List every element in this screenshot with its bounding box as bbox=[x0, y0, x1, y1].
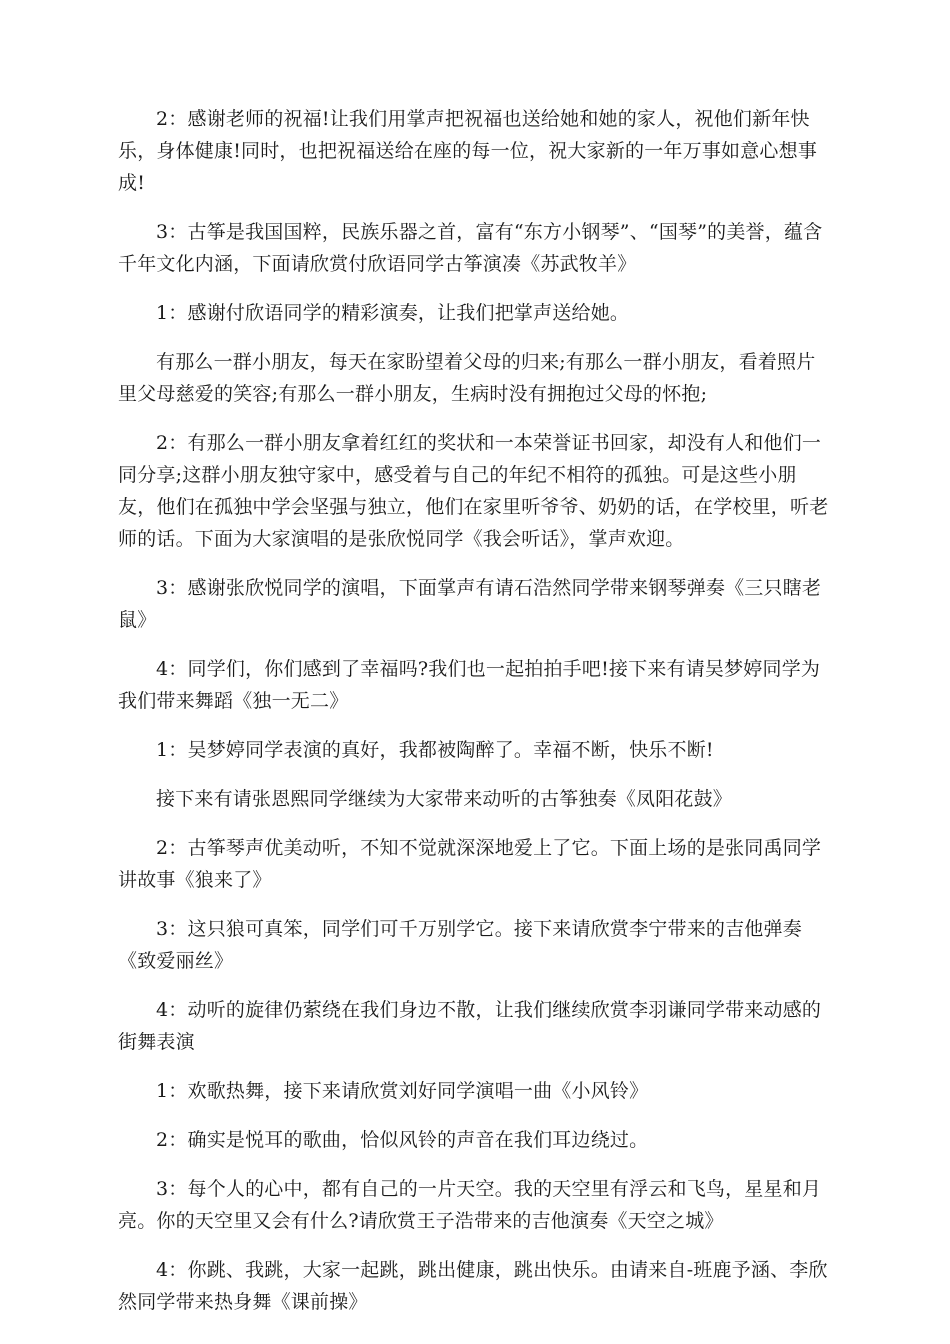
paragraph: 1：欢歌热舞，接下来请欣赏刘好同学演唱一曲《小风铃》 bbox=[156, 1080, 649, 1102]
paragraph: 4：同学们，你们感到了幸福吗?我们也一起拍拍手吧!接下来有请吴梦婷同学为我们带来舞蹈《独一无二》 bbox=[118, 658, 821, 712]
paragraph: 1：吴梦婷同学表演的真好，我都被陶醉了。幸福不断，快乐不断! bbox=[156, 739, 714, 761]
paragraph: 4：动听的旋律仍萦绕在我们身边不散，让我们继续欣赏李羽谦同学带来动感的街舞表演 bbox=[118, 999, 822, 1053]
paragraph: 1：感谢付欣语同学的精彩演奏，让我们把掌声送给她。 bbox=[156, 302, 630, 324]
paragraph: 2：感谢老师的祝福!让我们用掌声把祝福也送给她和她的家人，祝他们新年快乐，身体健康!同时，也把祝福送给在座的每一位，祝大家新的一年万事如意心想事成! bbox=[118, 108, 818, 194]
paragraph: 3：这只狼可真笨，同学们可千万别学它。接下来请欣赏李宁带来的吉他弹奏《致爱丽丝》 bbox=[118, 918, 802, 972]
paragraph: 3：每个人的心中，都有自己的一片天空。我的天空里有浮云和飞鸟，星星和月亮。你的天空里又会有什么?请欣赏王子浩带来的吉他演奏《天空之城》 bbox=[118, 1178, 822, 1232]
paragraph: 接下来有请张恩熙同学继续为大家带来动听的古筝独奏《凤阳花鼓》 bbox=[156, 788, 733, 810]
paragraph: 3：感谢张欣悦同学的演唱，下面掌声有请石浩然同学带来钢琴弹奏《三只瞎老鼠》 bbox=[118, 577, 822, 631]
paragraph: 4：你跳、我跳，大家一起跳，跳出健康，跳出快乐。由请来自-班鹿予涵、李欣然同学带来热身舞《课前操》 bbox=[118, 1259, 828, 1313]
paragraph: 3：古筝是我国国粹，民族乐器之首，富有“东方小钢琴”、“国琴”的美誉，蕴含千年文化内涵，下面请欣赏付欣语同学古筝演凑《苏武牧羊》 bbox=[118, 221, 823, 275]
paragraph: 2：有那么一群小朋友拿着红红的奖状和一本荣誉证书回家，却没有人和他们一同分享;这群小朋友独守家中，感受着与自己的年纪不相符的孤独。可是这些小朋友，他们在孤独中学会坚强与独立，他们在家里听爷爷、奶奶的话，在学校里，听老师的话。下面为大家演唱的是张欣悦同学《我会听话》，掌声欢迎。 bbox=[118, 432, 829, 550]
paragraph: 有那么一群小朋友，每天在家盼望着父母的归来;有那么一群小朋友，看着照片里父母慈爱的笑容;有那么一群小朋友，生病时没有拥抱过父母的怀抱; bbox=[118, 351, 816, 405]
paragraph: 2：古筝琴声优美动听，不知不觉就深深地爱上了它。下面上场的是张同禹同学讲故事《狼来了》 bbox=[118, 837, 822, 891]
paragraph: 2：确实是悦耳的歌曲，恰似风铃的声音在我们耳边绕过。 bbox=[156, 1129, 649, 1151]
